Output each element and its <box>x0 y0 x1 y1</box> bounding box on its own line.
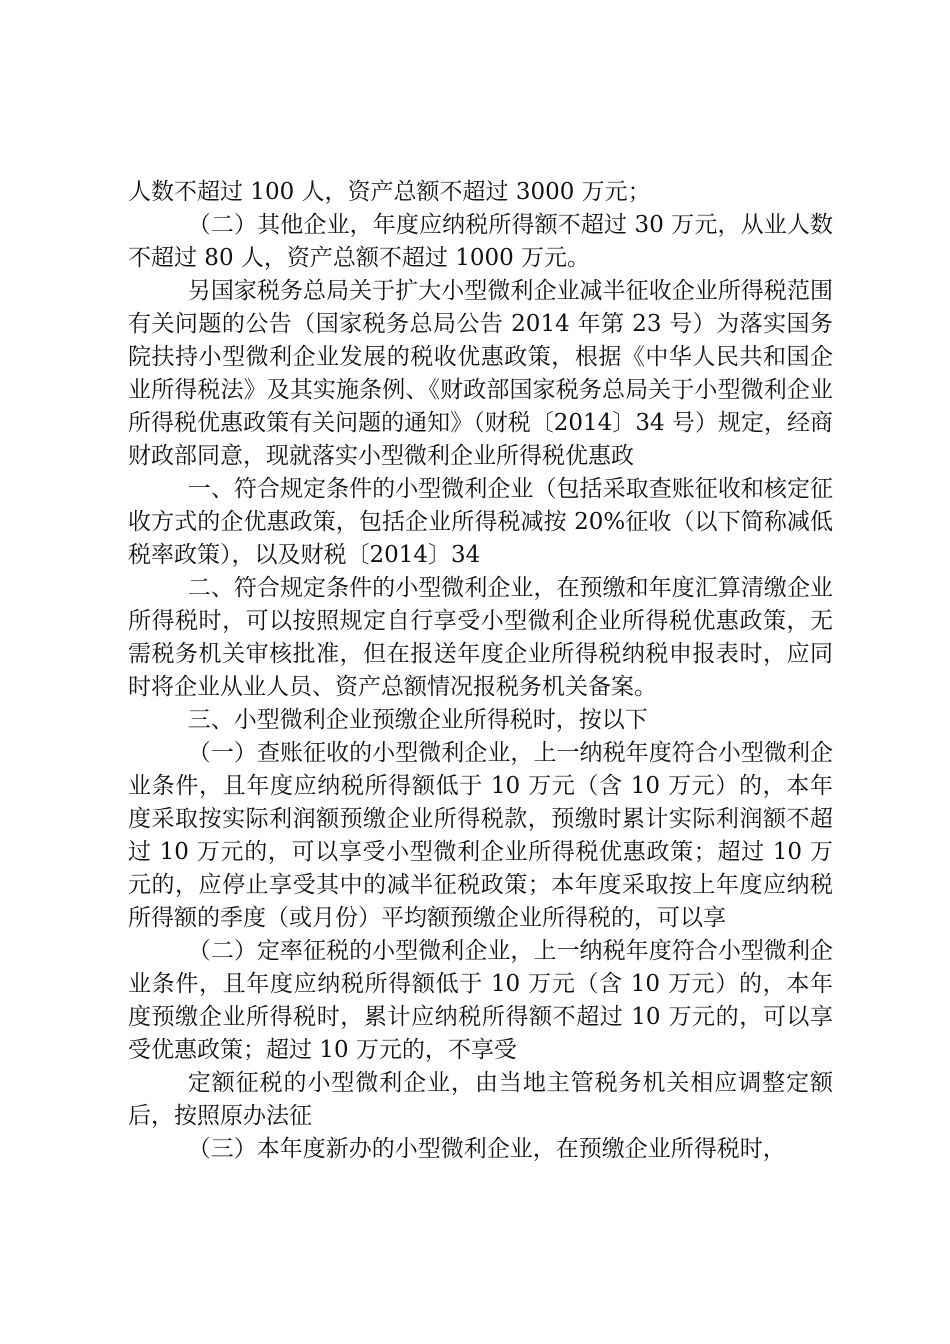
paragraph-item-one: 一、符合规定条件的小型微利企业（包括采取查账征收和核定征收方式的企优惠政策，包括企业所得税减按 20%征收（以下简称减低税率政策），以及财税〔2014〕34 <box>128 476 833 568</box>
paragraph-subitem-two: （二）定率征税的小型微利企业，上一纳税年度符合小型微利企业条件，且年度应纳税所得额低于 10 万元（含 10 万元）的，本年度预缴企业所得税时，累计应纳税所得额不超过 10 万元的，可以享受优惠政策；超过 10 万元的，不享受 <box>128 938 833 1063</box>
paragraph-item-two: 二、符合规定条件的小型微利企业，在预缴和年度汇算清缴企业所得税时，可以按照规定自行享受小型微利企业所得税优惠政策，无需税务机关审核批准，但在报送年度企业所得税纳税申报表时，应同时将企业从业人员、资产总额情况报税务机关备案。 <box>128 575 833 700</box>
paragraph-item-three: 三、小型微利企业预缴企业所得税时，按以下 <box>187 707 648 733</box>
paragraph-other-enterprises: （二）其他企业，年度应纳税所得额不超过 30 万元，从业人数不超过 80 人，资产总额不超过 1000 万元。 <box>128 212 833 271</box>
document-body <box>128 176 833 1166</box>
paragraph-subitem-one: （一）查账征收的小型微利企业，上一纳税年度符合小型微利企业条件，且年度应纳税所得额低于 10 万元（含 10 万元）的，本年度采取按实际利润额预缴企业所得税款，预缴时累计实际利润额不超过 10 万元的，可以享受小型微利企业所得税优惠政策；超过 10 万元的，应停止享受其中的减半征税政策；本年度采取按上年度应纳税所得额的季度（或月份）平均额预缴企业所得税的，可以享 <box>128 740 833 931</box>
paragraph-subitem-three: （三）本年度新办的小型微利企业，在预缴企业所得税时， <box>187 1136 786 1162</box>
paragraph-fixed-quota: 定额征税的小型微利企业，由当地主管税务机关相应调整定额后，按照原办法征 <box>128 1070 833 1129</box>
paragraph-announcement: 另国家税务总局关于扩大小型微利企业减半征收企业所得税范围有关问题的公告（国家税务总局公告 2014 年第 23 号）为落实国务院扶持小型微利企业发展的税收优惠政策，根据《中华人民共和国企业所得税法》及其实施条例、《财政部国家税务总局关于小型微利企业所得税优惠政策有关问题的通知》（财税〔2014〕34 号）规定，经商财政部同意，现就落实小型微利企业所得税优惠政 <box>128 278 833 469</box>
paragraph-continuation: 人数不超过 100 人，资产总额不超过 3000 万元； <box>128 179 651 205</box>
